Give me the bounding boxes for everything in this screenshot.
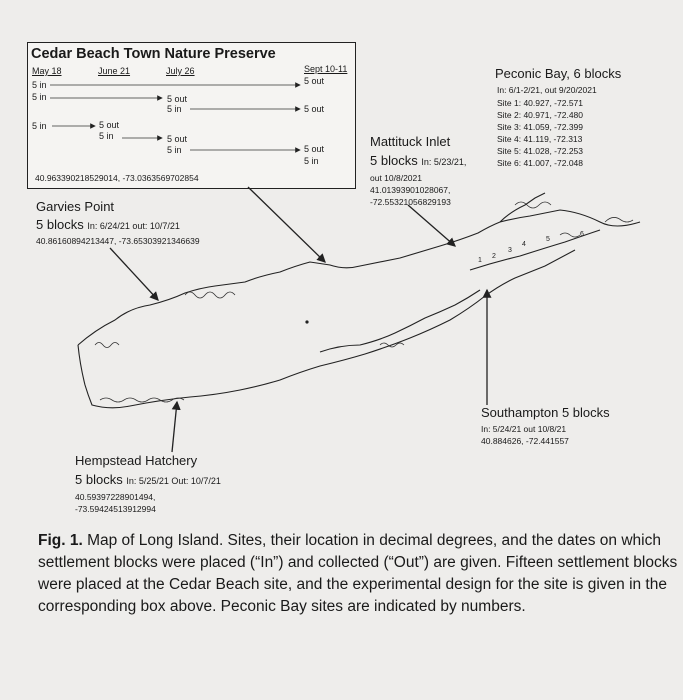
garvies-name: Garvies Point bbox=[36, 199, 115, 214]
long-island-outline bbox=[78, 193, 640, 408]
row1-out: 5 out bbox=[304, 76, 325, 86]
southampton-dates: In: 5/24/21 out 10/8/21 bbox=[481, 424, 567, 434]
caption-label: Fig. 1. bbox=[38, 532, 83, 549]
mattituck-name: Mattituck Inlet bbox=[370, 134, 451, 149]
date-sept: Sept 10-11 bbox=[304, 64, 348, 74]
site-leader-arrows bbox=[110, 187, 487, 452]
hempstead-dates: In: 5/25/21 Out: 10/7/21 bbox=[126, 476, 221, 486]
garvies-dates: In: 6/24/21 out: 10/7/21 bbox=[87, 221, 180, 231]
peconic-number-5: 5 bbox=[546, 236, 550, 243]
peconic-site-numbers bbox=[478, 231, 584, 264]
cedar-beach-coords: 40.963390218529014, -73.0363569702854 bbox=[35, 173, 199, 183]
row2-in: 5 in bbox=[32, 92, 47, 102]
row3-out-c: 5 out bbox=[304, 144, 325, 154]
peconic-number-2: 2 bbox=[492, 253, 496, 260]
row3-out-a: 5 out bbox=[99, 120, 120, 130]
cedar-beach-arrow bbox=[248, 187, 325, 262]
mattituck-dates: In: 5/23/21, bbox=[421, 157, 467, 167]
peconic-site-3: Site 3: 41.059, -72.399 bbox=[497, 122, 584, 132]
hempstead-arrow bbox=[172, 402, 177, 452]
mattituck-coords1: 41.01393901028067, bbox=[370, 185, 451, 195]
cedar-beach-title: Cedar Beach Town Nature Preserve bbox=[31, 46, 276, 62]
peconic-number-6: 6 bbox=[580, 231, 584, 238]
garvies-blocks: 5 blocks bbox=[36, 217, 84, 232]
peconic-site-5: Site 5: 41.028, -72.253 bbox=[497, 146, 584, 156]
peconic-dates: In: 6/1-2/21, out 9/20/2021 bbox=[497, 85, 597, 95]
row3-in-c: 5 in bbox=[167, 145, 182, 155]
row2-out-a: 5 out bbox=[167, 94, 188, 104]
date-june21: June 21 bbox=[98, 66, 131, 76]
hempstead-name: Hempstead Hatchery bbox=[75, 453, 198, 468]
harbor-detail bbox=[95, 202, 633, 402]
peconic-name: Peconic Bay, 6 blocks bbox=[495, 66, 622, 81]
map-dot bbox=[305, 320, 308, 323]
row3-in-d: 5 in bbox=[304, 156, 319, 166]
hempstead-blocks: 5 blocks bbox=[75, 472, 123, 487]
row3-in: 5 in bbox=[32, 121, 47, 131]
garvies-coords: 40.86160894213447, -73.65303921346639 bbox=[36, 236, 200, 246]
peconic-site-6: Site 6: 41.007, -72.048 bbox=[497, 158, 584, 168]
peconic-number-4: 4 bbox=[522, 241, 526, 248]
row1-in: 5 in bbox=[32, 80, 47, 90]
figure-caption bbox=[38, 530, 678, 618]
peconic-site-1: Site 1: 40.927, -72.571 bbox=[497, 98, 584, 108]
peconic-number-3: 3 bbox=[508, 247, 512, 254]
southampton-name: Southampton 5 blocks bbox=[481, 405, 610, 420]
peconic-site-4: Site 4: 41.119, -72.313 bbox=[497, 134, 583, 144]
date-july26: July 26 bbox=[166, 66, 195, 76]
hempstead-coords1: 40.59397228901494, bbox=[75, 492, 156, 502]
hempstead-coords2: -73.59424513912994 bbox=[75, 504, 156, 514]
cedar-beach-flow-arrows bbox=[50, 85, 300, 150]
row2-in-b: 5 in bbox=[167, 104, 182, 114]
peconic-site-2: Site 2: 40.971, -72.480 bbox=[497, 110, 584, 120]
mattituck-coords2: -72.55321056829193 bbox=[370, 197, 451, 207]
mattituck-blocks: 5 blocks bbox=[370, 153, 418, 168]
southampton-coords: 40.884626, -72.441557 bbox=[481, 436, 569, 446]
row3-out-b: 5 out bbox=[167, 134, 188, 144]
mattituck-arrow bbox=[408, 205, 455, 246]
mattituck-dates-out: out 10/8/2021 bbox=[370, 173, 422, 183]
garvies-arrow bbox=[110, 248, 158, 300]
row3-in-b: 5 in bbox=[99, 131, 114, 141]
row2-out-b: 5 out bbox=[304, 104, 325, 114]
caption-text: Map of Long Island. Sites, their location in decimal degrees, and the dates on which settlement blocks were placed (“In”) and collected (“Out”) are given. Fifteen settlement blocks were placed at the Cedar Beach site, and the experimental design for the site is given in the corresponding box above. Peconic Bay sites are indicated by numbers. bbox=[38, 532, 678, 615]
peconic-number-1: 1 bbox=[478, 257, 482, 264]
date-may18: May 18 bbox=[32, 66, 62, 76]
